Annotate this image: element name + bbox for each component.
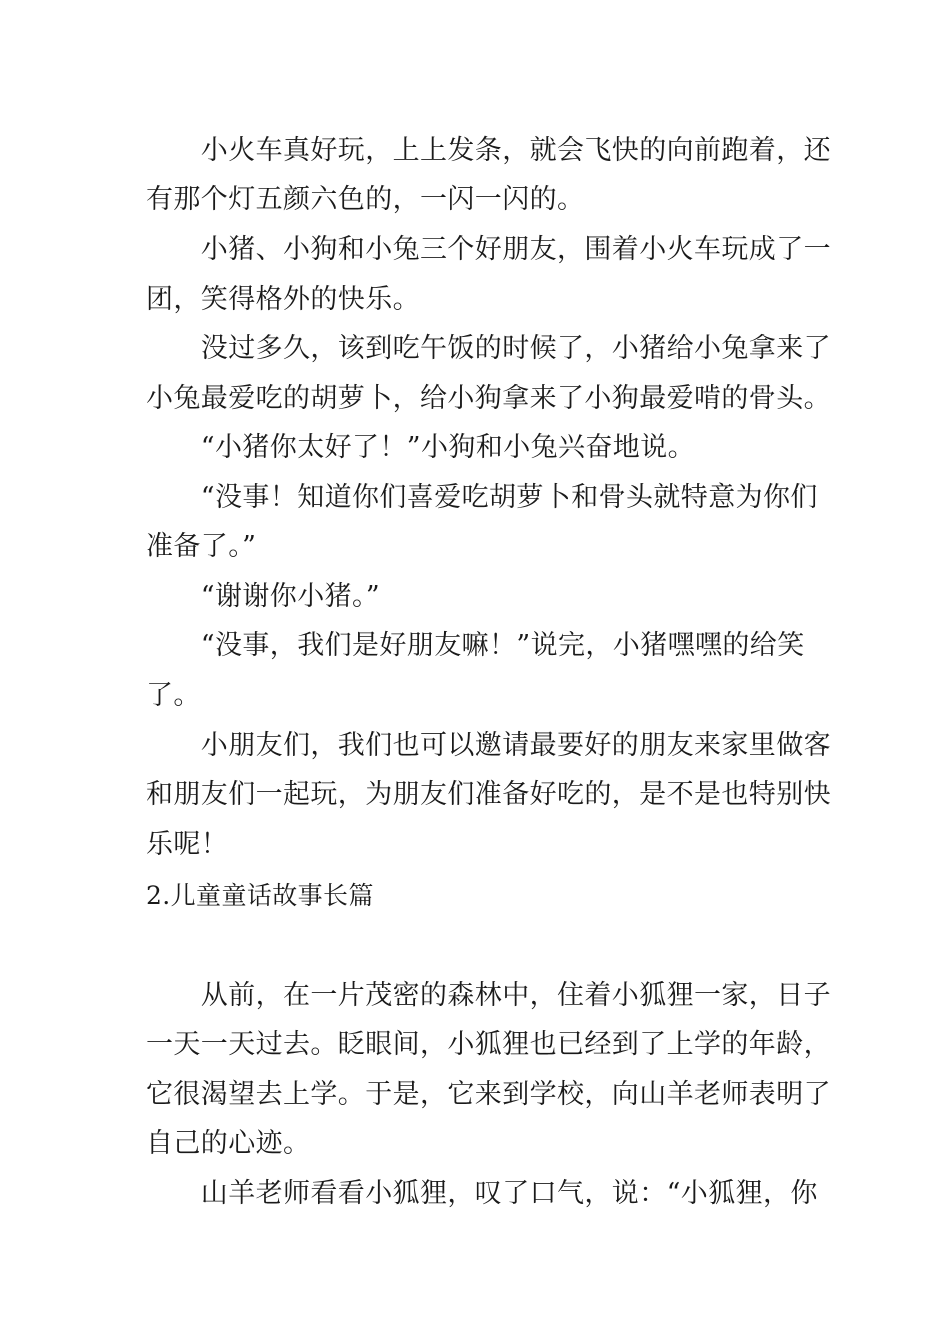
text-line: 小朋友们，我们也可以邀请最要好的朋友来家里做客: [146, 730, 831, 761]
text-line: 没过多久，该到吃午饭的时候了，小猪给小兔拿来了: [146, 333, 831, 364]
text-line: 有那个灯五颜六色的，一闪一闪的。: [146, 184, 585, 215]
text-line: “没事，我们是好朋友嘛！”说完，小猪嘿嘿的给笑: [146, 630, 805, 661]
text-line: 它很渴望去上学。于是，它来到学校，向山羊老师表明了: [146, 1079, 831, 1110]
text-line: “没事！知道你们喜爱吃胡萝卜和骨头就特意为你们: [146, 482, 818, 513]
text-line: 团，笑得格外的快乐。: [146, 284, 420, 315]
text-line: 从前，在一片茂密的森林中，住着小狐狸一家，日子: [146, 980, 831, 1011]
text-line: 乐呢！: [146, 829, 229, 860]
section-heading: 2.儿童童话故事长篇: [146, 881, 374, 910]
text-line: 了。: [146, 680, 201, 711]
text-line: “小猪你太好了！”小狗和小兔兴奋地说。: [146, 432, 696, 463]
text-line: 和朋友们一起玩，为朋友们准备好吃的，是不是也特别快: [146, 779, 831, 810]
text-line: 小兔最爱吃的胡萝卜，给小狗拿来了小狗最爱啃的骨头。: [146, 383, 831, 414]
text-line: 准备了。”: [146, 531, 257, 562]
text-line: 小火车真好玩，上上发条，就会飞快的向前跑着，还: [146, 135, 831, 166]
text-line: “谢谢你小猪。”: [146, 581, 381, 612]
text-line: 一天一天过去。眨眼间，小狐狸也已经到了上学的年龄，: [146, 1029, 831, 1060]
text-line: 自己的心迹。: [146, 1128, 311, 1159]
text-line: 小猪、小狗和小兔三个好朋友，围着小火车玩成了一: [146, 234, 831, 265]
text-line: 山羊老师看看小狐狸，叹了口气，说：“小狐狸，你: [146, 1178, 818, 1209]
